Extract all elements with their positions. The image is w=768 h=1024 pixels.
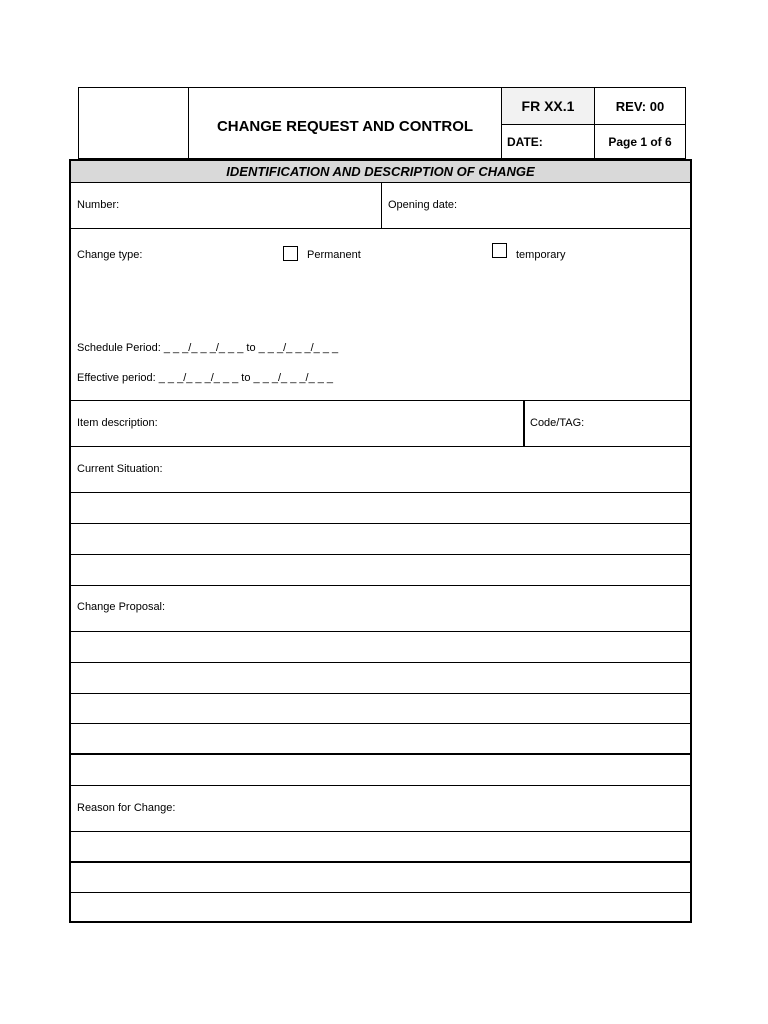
schedule-period-field[interactable]: Schedule Period: _ _ _/_ _ _/_ _ _ to _ _ _/_ _ _/_ _ _ xyxy=(77,342,339,354)
writing-line[interactable] xyxy=(71,785,690,786)
column-divider xyxy=(381,183,382,228)
row-divider xyxy=(71,492,690,493)
writing-line[interactable] xyxy=(71,892,690,893)
date-field[interactable]: DATE: xyxy=(502,125,595,158)
writing-line[interactable] xyxy=(71,523,690,524)
temporary-checkbox[interactable] xyxy=(492,243,507,258)
writing-line[interactable] xyxy=(71,693,690,694)
row-divider xyxy=(71,631,690,632)
writing-line[interactable] xyxy=(71,723,690,724)
column-divider xyxy=(523,400,525,446)
writing-line[interactable] xyxy=(71,662,690,663)
opening-date-field[interactable]: Opening date: xyxy=(388,199,458,211)
row-divider xyxy=(71,400,690,401)
reason-for-change-label: Reason for Change: xyxy=(77,802,176,814)
revision-label: REV: 00 xyxy=(595,88,685,125)
current-situation-label: Current Situation: xyxy=(77,463,163,475)
writing-line[interactable] xyxy=(71,585,690,586)
writing-line[interactable] xyxy=(71,554,690,555)
section-title: IDENTIFICATION AND DESCRIPTION OF CHANGE xyxy=(71,161,690,183)
item-description-field[interactable]: Item description: xyxy=(77,417,158,429)
change-type-label: Change type: xyxy=(77,249,143,261)
writing-line[interactable] xyxy=(71,861,690,863)
row-divider xyxy=(71,228,690,229)
writing-line[interactable] xyxy=(71,753,690,755)
document-title: CHANGE REQUEST AND CONTROL xyxy=(189,88,502,158)
code-tag-field[interactable]: Code/TAG: xyxy=(530,417,585,429)
change-request-form xyxy=(69,159,692,923)
row-divider xyxy=(71,831,690,832)
row-divider xyxy=(71,446,690,447)
change-proposal-label: Change Proposal: xyxy=(77,601,166,613)
number-field[interactable]: Number: xyxy=(77,199,120,211)
permanent-label: Permanent xyxy=(307,249,361,261)
form-code: FR XX.1 xyxy=(502,88,595,125)
page-number: Page 1 of 6 xyxy=(608,134,672,149)
logo-placeholder xyxy=(79,88,189,158)
temporary-label: temporary xyxy=(516,249,566,261)
effective-period-field[interactable]: Effective period: _ _ _/_ _ _/_ _ _ to _ _ _/_ _ _/_ _ _ xyxy=(77,372,334,384)
permanent-checkbox[interactable] xyxy=(283,246,298,261)
form-header xyxy=(78,87,686,159)
